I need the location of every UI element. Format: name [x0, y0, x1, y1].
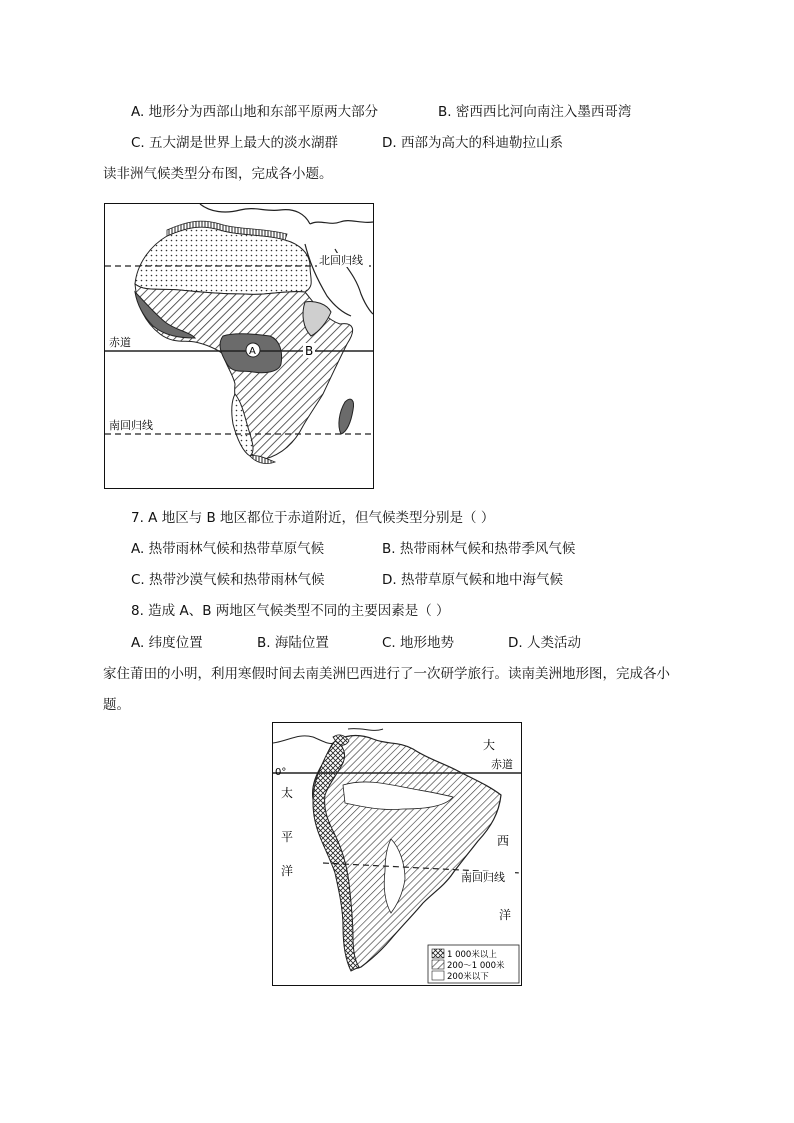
q6-option-b: B. 密西西比河向南注入墨西哥湾	[438, 104, 632, 120]
atlantic-label-yang: 洋	[499, 908, 512, 922]
legend-mid-swatch	[432, 960, 444, 969]
sa-equator-label: 赤道	[491, 758, 513, 771]
atlantic-label-xi: 西	[497, 834, 510, 848]
sa-intro-line1: 家住莆田的小明，利用寒假时间去南美洲巴西进行了一次研学旅行。读南美洲地形图，完成各小	[103, 666, 670, 682]
q7-option-c: C. 热带沙漠气候和热带雨林气候	[131, 572, 325, 588]
pacific-label-tai: 太	[281, 786, 294, 800]
point-b-label: B	[305, 344, 314, 358]
madagascar-island	[339, 399, 354, 434]
africa-intro: 读非洲气候类型分布图，完成各小题。	[103, 166, 333, 182]
legend-low-label: 200米以下	[447, 972, 489, 982]
africa-climate-map	[104, 203, 374, 489]
q8-option-b: B. 海陆位置	[257, 635, 329, 651]
legend-high-label: 1 000米以上	[447, 950, 497, 960]
point-a-label: A	[249, 346, 256, 357]
q7-stem: 7. A 地区与 B 地区都位于赤道附近，但气候类型分别是（ ）	[131, 510, 495, 526]
south-america-map-graphic	[273, 723, 521, 985]
q7-option-b: B. 热带雨林气候和热带季风气候	[382, 541, 576, 557]
zero-degree-label: 0°	[275, 767, 287, 778]
legend-high-swatch	[432, 949, 444, 958]
q6-option-a: A. 地形分为西部山地和东部平原两大部分	[131, 104, 379, 120]
pacific-label-yang: 洋	[281, 864, 294, 878]
tropic-south-label: 南回归线	[109, 419, 153, 432]
europe-coastline	[200, 204, 373, 224]
q6-option-c: C. 五大湖是世界上最大的淡水湖群	[131, 135, 339, 151]
equator-label: 赤道	[109, 336, 131, 349]
q6-option-d: D. 西部为高大的科迪勒拉山系	[382, 135, 563, 151]
q8-option-a: A. 纬度位置	[131, 635, 203, 651]
q8-option-c: C. 地形地势	[382, 635, 455, 651]
africa-map-graphic	[105, 204, 373, 488]
caribbean-island-outline	[348, 729, 383, 731]
south-america-terrain-map	[272, 722, 522, 986]
sa-intro-line2: 题。	[103, 697, 130, 713]
q8-stem: 8. 造成 A、B 两地区气候类型不同的主要因素是（ ）	[131, 603, 450, 619]
central-america-outline	[273, 736, 335, 744]
q8-option-d: D. 人类活动	[508, 635, 581, 651]
tropic-north-label: 北回归线	[319, 254, 363, 267]
pacific-label-ping: 平	[281, 830, 294, 844]
legend-mid-label: 200～1 000米	[447, 961, 505, 971]
atlantic-label-da: 大	[483, 738, 496, 752]
legend-low-swatch	[432, 971, 444, 980]
sa-tropic-south-label: 南回归线	[461, 871, 505, 884]
q7-option-a: A. 热带雨林气候和热带草原气候	[131, 541, 325, 557]
q7-option-d: D. 热带草原气候和地中海气候	[382, 572, 563, 588]
